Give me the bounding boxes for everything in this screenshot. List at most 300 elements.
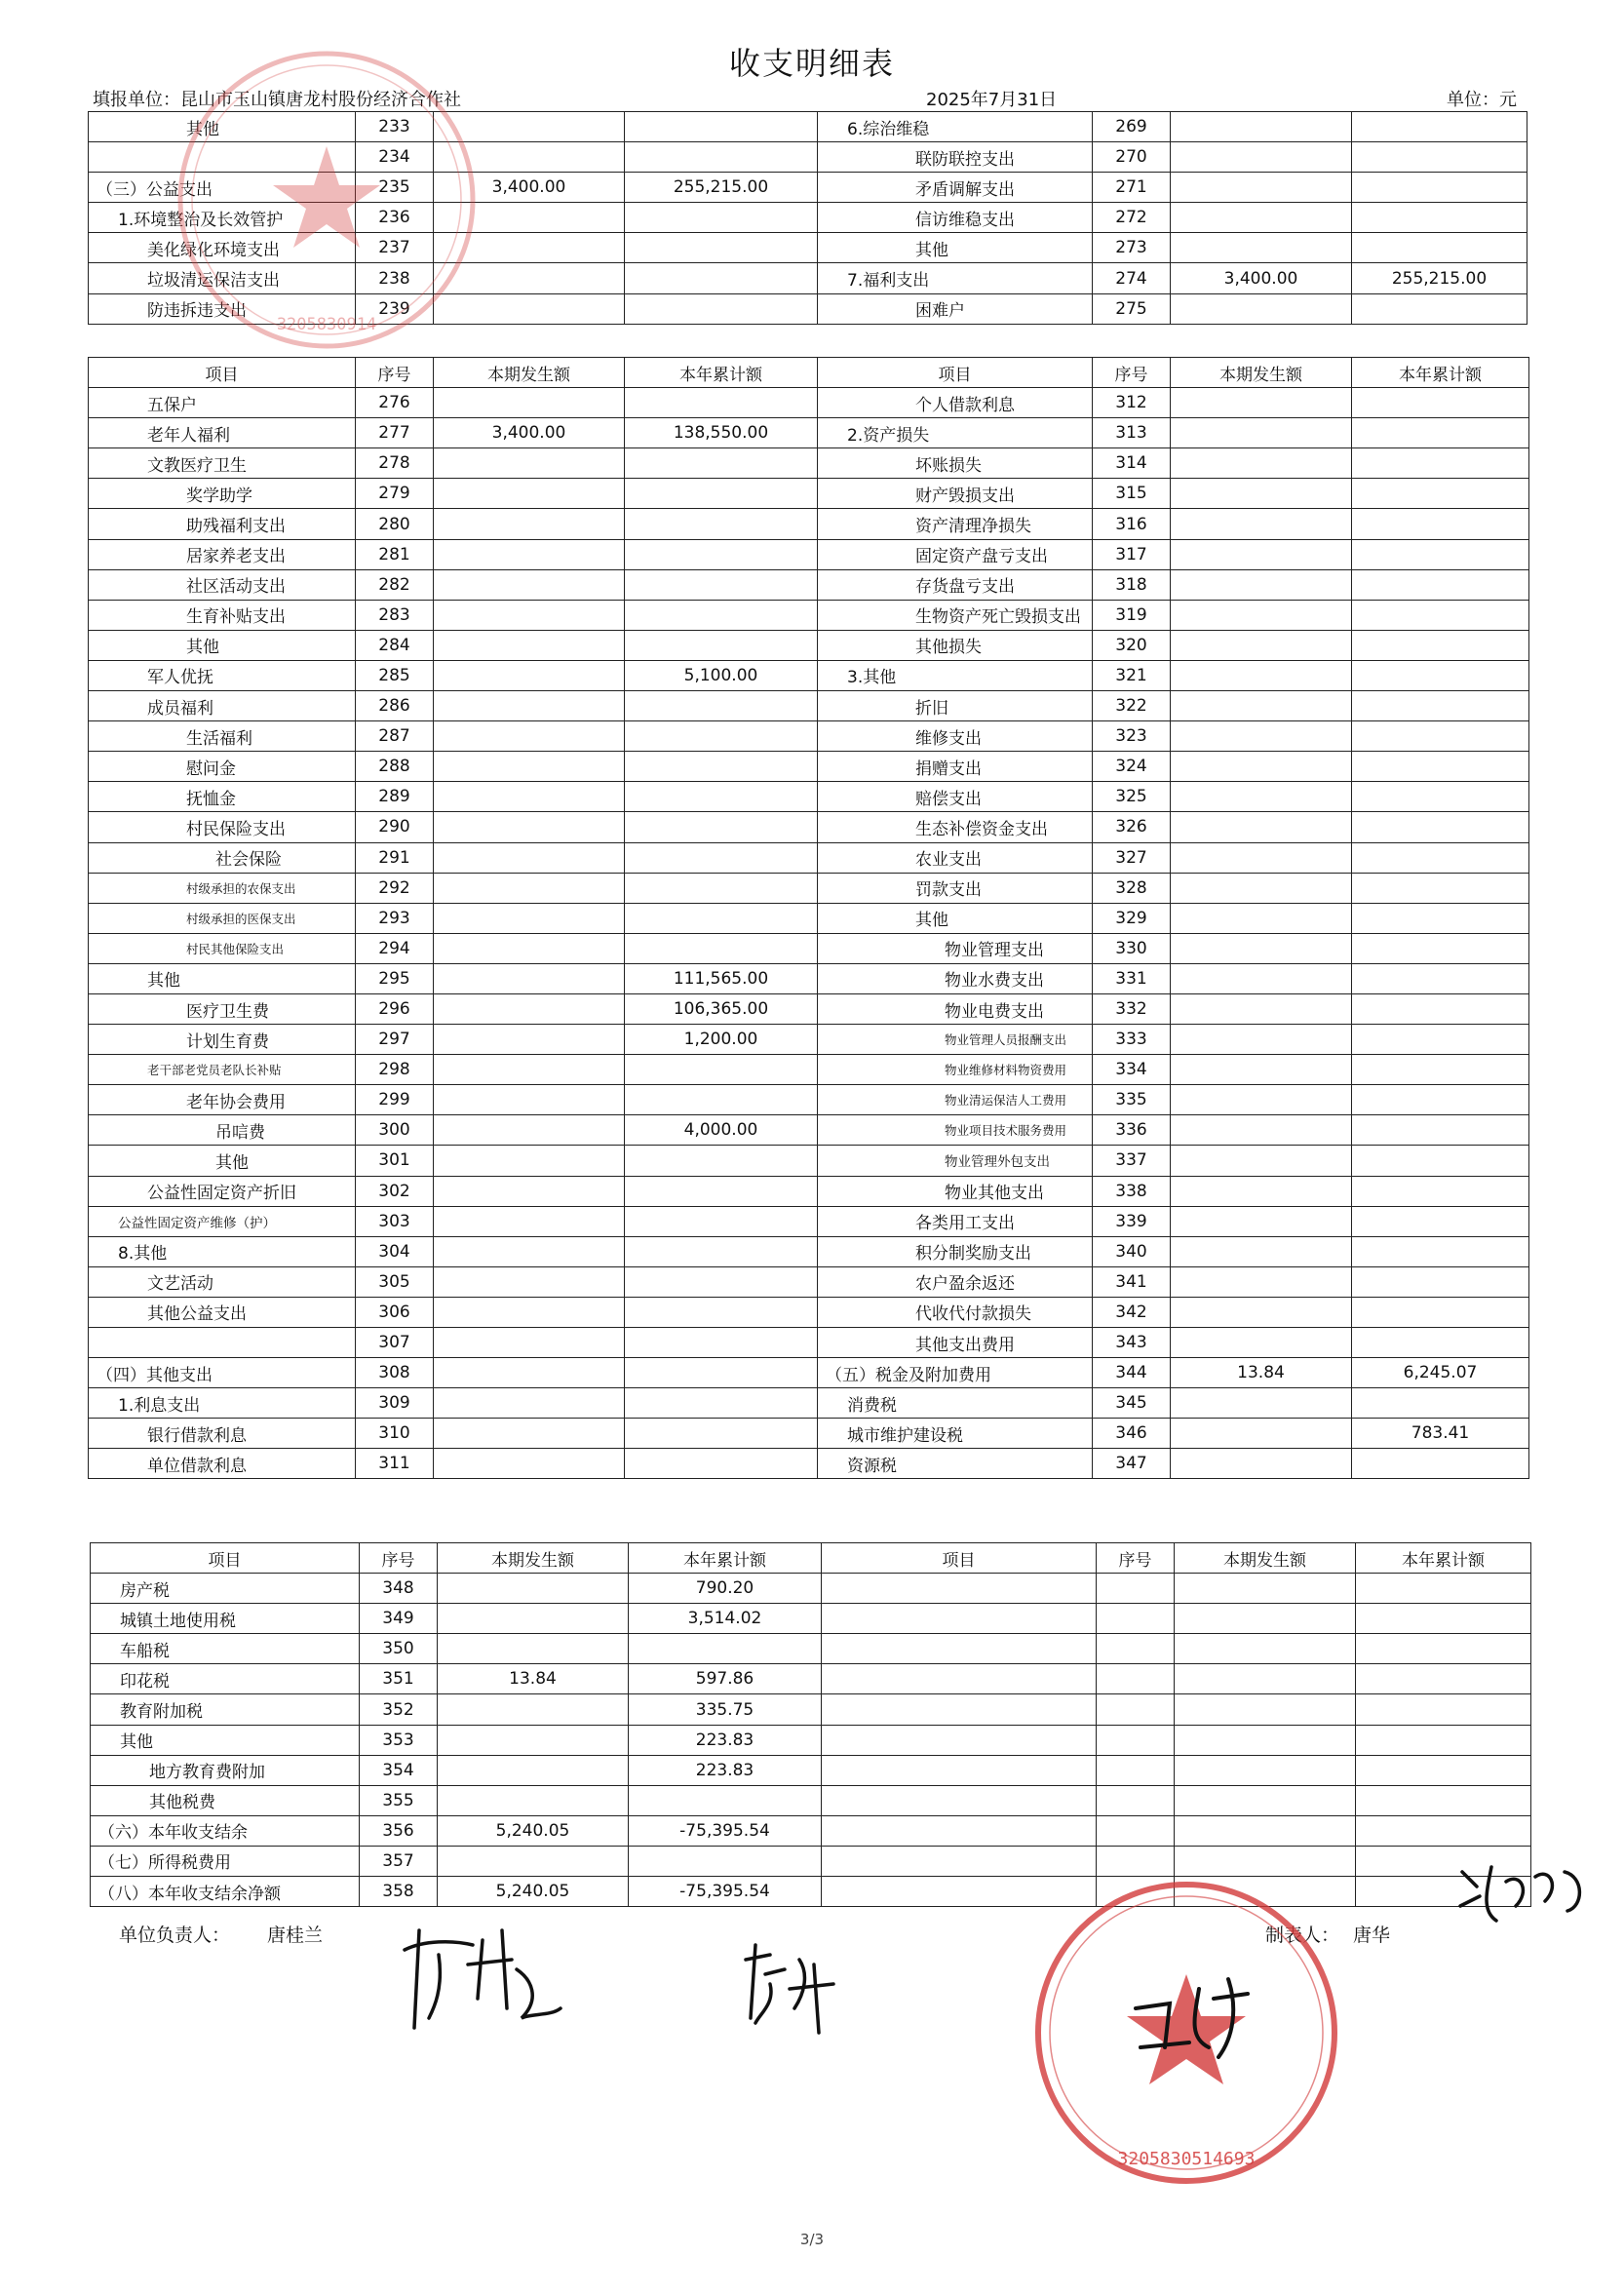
item-number: 353	[360, 1725, 438, 1755]
ytd-amount	[625, 1176, 818, 1206]
current-amount	[1171, 293, 1352, 324]
table-row	[89, 691, 1529, 721]
item-number: 331	[1093, 963, 1171, 993]
empty-cell	[822, 1634, 1097, 1664]
ytd-amount	[625, 873, 818, 903]
item-number: 337	[1093, 1146, 1171, 1176]
item-number: 326	[1093, 812, 1171, 842]
item-number: 335	[1093, 1085, 1171, 1115]
item-number: 332	[1093, 993, 1171, 1024]
item-number: 355	[360, 1785, 438, 1815]
table-row	[89, 660, 1529, 690]
current-amount	[1171, 903, 1352, 933]
table-row	[89, 112, 1527, 142]
empty-cell	[1356, 1785, 1531, 1815]
ytd-amount	[625, 630, 818, 660]
item-number: 298	[356, 1055, 434, 1085]
table-row	[89, 1146, 1529, 1176]
item-number: 320	[1093, 630, 1171, 660]
ytd-amount: 223.83	[629, 1755, 822, 1785]
column-header: 项目	[91, 1543, 360, 1574]
ytd-amount	[625, 1206, 818, 1236]
empty-cell	[1356, 1604, 1531, 1634]
empty-cell	[1175, 1574, 1356, 1604]
item-number: 299	[356, 1085, 434, 1115]
ytd-amount	[1352, 233, 1527, 263]
item-name: 公益性固定资产维修（护）	[89, 1206, 356, 1236]
item-number: 289	[356, 782, 434, 812]
item-name: 慰问金	[89, 752, 356, 782]
item-number: 285	[356, 660, 434, 690]
ytd-amount	[1352, 903, 1529, 933]
empty-cell	[1356, 1574, 1531, 1604]
ytd-amount	[625, 782, 818, 812]
column-header: 序号	[1097, 1543, 1175, 1574]
current-amount	[1171, 600, 1352, 630]
item-number: 341	[1093, 1266, 1171, 1297]
ytd-amount	[1352, 293, 1527, 324]
current-amount	[434, 293, 625, 324]
empty-cell	[822, 1725, 1097, 1755]
ytd-amount	[625, 479, 818, 509]
item-number: 309	[356, 1388, 434, 1419]
table-row	[89, 1449, 1529, 1479]
item-name: 村级承担的农保支出	[89, 873, 356, 903]
empty-cell	[1097, 1877, 1175, 1907]
ytd-amount	[1352, 418, 1529, 448]
item-name: 地方教育费附加	[91, 1755, 360, 1785]
item-number: 342	[1093, 1297, 1171, 1327]
current-amount	[1171, 1449, 1352, 1479]
item-name: 存货盘亏支出	[818, 569, 1093, 600]
table-row	[89, 1266, 1529, 1297]
item-name: 文教医疗卫生	[89, 448, 356, 479]
item-number: 274	[1093, 263, 1171, 293]
item-number: 330	[1093, 933, 1171, 963]
current-amount	[1171, 1388, 1352, 1419]
item-name: 老年人福利	[89, 418, 356, 448]
empty-cell	[1356, 1725, 1531, 1755]
item-number: 291	[356, 842, 434, 873]
table-row	[89, 873, 1529, 903]
current-amount	[1171, 418, 1352, 448]
item-name: 医疗卫生费	[89, 993, 356, 1024]
item-name: 成员福利	[89, 691, 356, 721]
item-name: （八）本年收支结余净额	[91, 1877, 360, 1907]
reporting-unit: 填报单位：昆山市玉山镇唐龙村股份经济合作社	[93, 90, 461, 110]
ytd-amount: 111,565.00	[625, 963, 818, 993]
table-row	[89, 1025, 1529, 1055]
ytd-amount	[625, 509, 818, 539]
item-name: 助残福利支出	[89, 509, 356, 539]
empty-cell	[822, 1604, 1097, 1634]
column-header: 项目	[89, 358, 356, 388]
empty-cell	[822, 1846, 1097, 1876]
ytd-amount	[1352, 660, 1529, 690]
item-name: 老干部老党员老队长补贴	[89, 1055, 356, 1085]
ytd-amount	[625, 600, 818, 630]
empty-cell	[1097, 1755, 1175, 1785]
column-header: 本年累计额	[1352, 358, 1529, 388]
item-name: 生活福利	[89, 721, 356, 752]
current-amount	[434, 691, 625, 721]
item-number: 312	[1093, 388, 1171, 418]
item-number: 236	[356, 203, 434, 233]
table-row	[89, 418, 1529, 448]
empty-cell	[1097, 1664, 1175, 1694]
empty-cell	[1175, 1604, 1356, 1634]
item-number: 344	[1093, 1358, 1171, 1388]
item-number: 334	[1093, 1055, 1171, 1085]
item-number: 339	[1093, 1206, 1171, 1236]
item-number: 356	[360, 1815, 438, 1846]
table-row	[89, 903, 1529, 933]
item-name: 银行借款利息	[89, 1419, 356, 1449]
item-name: 代收代付款损失	[818, 1297, 1093, 1327]
table-row	[89, 1055, 1529, 1085]
ytd-amount	[625, 1085, 818, 1115]
table-row	[91, 1664, 1531, 1694]
item-name: 1.利息支出	[89, 1388, 356, 1419]
empty-cell	[822, 1664, 1097, 1694]
ytd-amount	[1352, 812, 1529, 842]
ytd-amount	[1352, 1206, 1529, 1236]
item-number: 350	[360, 1634, 438, 1664]
item-number: 287	[356, 721, 434, 752]
item-name: 其他	[89, 630, 356, 660]
column-header: 本年累计额	[625, 358, 818, 388]
ytd-amount	[625, 933, 818, 963]
item-name: 资源税	[818, 1449, 1093, 1479]
ytd-amount	[1352, 873, 1529, 903]
ytd-amount	[1352, 448, 1529, 479]
item-number: 288	[356, 752, 434, 782]
table-row	[89, 812, 1529, 842]
item-name: （六）本年收支结余	[91, 1815, 360, 1846]
expense-table-part1	[88, 111, 1527, 325]
item-name: 美化绿化环境支出	[89, 233, 356, 263]
item-name: 赔偿支出	[818, 782, 1093, 812]
signature-head	[385, 1911, 570, 2047]
empty-cell	[1175, 1664, 1356, 1694]
current-amount	[1171, 112, 1352, 142]
current-amount	[434, 263, 625, 293]
item-number: 310	[356, 1419, 434, 1449]
current-amount	[1171, 752, 1352, 782]
current-amount	[1171, 963, 1352, 993]
item-name: 物业电费支出	[818, 993, 1093, 1024]
current-amount	[1171, 660, 1352, 690]
ytd-amount: 106,365.00	[625, 993, 818, 1024]
item-number: 300	[356, 1115, 434, 1146]
current-amount: 3,400.00	[1171, 263, 1352, 293]
empty-cell	[1097, 1725, 1175, 1755]
ytd-amount	[1352, 630, 1529, 660]
current-amount	[434, 1388, 625, 1419]
item-name: 各类用工支出	[818, 1206, 1093, 1236]
current-amount	[434, 1449, 625, 1479]
ytd-amount	[1352, 600, 1529, 630]
current-amount	[434, 1055, 625, 1085]
ytd-amount	[1352, 1025, 1529, 1055]
item-name: （五）税金及附加费用	[818, 1358, 1093, 1388]
current-amount	[434, 1236, 625, 1266]
item-name: 折旧	[818, 691, 1093, 721]
item-number: 352	[360, 1694, 438, 1725]
signature-second	[731, 1935, 848, 2042]
table-row	[89, 630, 1529, 660]
item-number: 358	[360, 1877, 438, 1907]
current-amount	[434, 539, 625, 569]
ytd-amount	[1352, 112, 1527, 142]
current-amount	[438, 1634, 629, 1664]
ytd-amount	[1352, 203, 1527, 233]
current-amount	[1171, 1206, 1352, 1236]
item-number: 280	[356, 509, 434, 539]
item-number: 322	[1093, 691, 1171, 721]
seal-bottom-digits: 3205830514693	[1117, 2149, 1256, 2169]
ytd-amount	[625, 812, 818, 842]
item-name: 村级承担的医保支出	[89, 903, 356, 933]
ytd-amount	[625, 142, 818, 173]
ytd-amount	[625, 539, 818, 569]
table-row	[89, 1115, 1529, 1146]
current-amount	[434, 782, 625, 812]
current-amount	[434, 203, 625, 233]
ytd-amount	[1352, 1236, 1529, 1266]
current-amount	[1171, 812, 1352, 842]
item-name: 生物资产死亡毁损支出	[818, 600, 1093, 630]
table-row	[89, 782, 1529, 812]
ytd-amount	[1352, 782, 1529, 812]
ytd-amount	[1352, 721, 1529, 752]
item-name: 生育补贴支出	[89, 600, 356, 630]
ytd-amount	[1352, 963, 1529, 993]
item-name: 其他支出费用	[818, 1328, 1093, 1358]
table-row	[89, 509, 1529, 539]
item-name: 房产税	[91, 1574, 360, 1604]
column-header: 本期发生额	[438, 1543, 629, 1574]
item-number: 286	[356, 691, 434, 721]
table-row	[89, 293, 1527, 324]
current-amount	[434, 721, 625, 752]
table-row	[89, 569, 1529, 600]
current-amount: 3,400.00	[434, 418, 625, 448]
seal-top-digits: 3205830914	[276, 315, 377, 334]
item-number: 292	[356, 873, 434, 903]
current-amount	[1171, 873, 1352, 903]
item-name: 罚款支出	[818, 873, 1093, 903]
item-number: 329	[1093, 903, 1171, 933]
table-row	[91, 1604, 1531, 1634]
item-number: 340	[1093, 1236, 1171, 1266]
table-row	[89, 1176, 1529, 1206]
item-name: 车船税	[91, 1634, 360, 1664]
item-number: 343	[1093, 1328, 1171, 1358]
current-amount	[438, 1785, 629, 1815]
current-amount	[434, 1206, 625, 1236]
ytd-amount: 790.20	[629, 1574, 822, 1604]
expense-table-part3	[90, 1542, 1531, 1907]
table-row	[89, 1358, 1529, 1388]
current-amount	[1171, 1025, 1352, 1055]
current-amount	[1171, 630, 1352, 660]
item-number: 303	[356, 1206, 434, 1236]
current-amount	[438, 1694, 629, 1725]
empty-cell	[1356, 1815, 1531, 1846]
current-amount	[434, 1146, 625, 1176]
item-name: 消费税	[818, 1388, 1093, 1419]
current-amount	[434, 569, 625, 600]
ytd-amount: 255,215.00	[1352, 263, 1527, 293]
item-name: 其他公益支出	[89, 1297, 356, 1327]
item-name: 坏账损失	[818, 448, 1093, 479]
current-amount	[434, 142, 625, 173]
table-row	[89, 173, 1527, 203]
current-amount	[1171, 1115, 1352, 1146]
item-name: 社会保险	[89, 842, 356, 873]
column-header: 本期发生额	[1175, 1543, 1356, 1574]
item-number: 307	[356, 1328, 434, 1358]
expense-table-part2	[88, 357, 1529, 1479]
item-number: 333	[1093, 1025, 1171, 1055]
item-name: 7.福利支出	[818, 263, 1093, 293]
table-row	[91, 1785, 1531, 1815]
item-name: 物业管理人员报酬支出	[818, 1025, 1093, 1055]
empty-cell	[822, 1877, 1097, 1907]
ytd-amount: 255,215.00	[625, 173, 818, 203]
document-title: 收支明细表	[728, 45, 895, 82]
table-row	[89, 842, 1529, 873]
item-number: 279	[356, 479, 434, 509]
item-name: 老年协会费用	[89, 1085, 356, 1115]
table-row	[89, 233, 1527, 263]
column-header: 项目	[822, 1543, 1097, 1574]
current-amount	[1171, 388, 1352, 418]
item-number: 348	[360, 1574, 438, 1604]
ytd-amount	[1352, 1146, 1529, 1176]
current-amount: 13.84	[1171, 1358, 1352, 1388]
current-amount	[1171, 691, 1352, 721]
item-number: 354	[360, 1755, 438, 1785]
table-row	[89, 752, 1529, 782]
current-amount	[434, 233, 625, 263]
table-row	[89, 1328, 1529, 1358]
current-amount	[1171, 1266, 1352, 1297]
item-name: 物业水费支出	[818, 963, 1093, 993]
empty-cell	[1097, 1604, 1175, 1634]
item-number: 294	[356, 933, 434, 963]
item-name: 其他税费	[91, 1785, 360, 1815]
item-number: 277	[356, 418, 434, 448]
ytd-amount	[625, 842, 818, 873]
item-name: （三）公益支出	[89, 173, 356, 203]
item-name: 物业管理支出	[818, 933, 1093, 963]
table-row	[89, 1388, 1529, 1419]
item-name: 农业支出	[818, 842, 1093, 873]
current-amount	[434, 1115, 625, 1146]
table-row	[91, 1755, 1531, 1785]
item-name: 其他	[89, 1146, 356, 1176]
table-header-row	[89, 358, 1529, 388]
item-number: 315	[1093, 479, 1171, 509]
item-number: 271	[1093, 173, 1171, 203]
item-name: 维修支出	[818, 721, 1093, 752]
item-name: 村民保险支出	[89, 812, 356, 842]
item-name: 物业清运保洁人工费用	[818, 1085, 1093, 1115]
item-number: 290	[356, 812, 434, 842]
signature-supervisor	[1121, 1969, 1267, 2067]
item-name: 8.其他	[89, 1236, 356, 1266]
item-number: 317	[1093, 539, 1171, 569]
item-name: 其他	[818, 903, 1093, 933]
item-number: 306	[356, 1297, 434, 1327]
ytd-amount	[625, 1419, 818, 1449]
item-name: 信访维稳支出	[818, 203, 1093, 233]
empty-cell	[1356, 1694, 1531, 1725]
current-amount	[434, 1297, 625, 1327]
item-name: 2.资产损失	[818, 418, 1093, 448]
item-name: 防违拆违支出	[89, 293, 356, 324]
current-amount	[438, 1846, 629, 1876]
ytd-amount	[1352, 388, 1529, 418]
current-amount	[1171, 173, 1352, 203]
item-number: 281	[356, 539, 434, 569]
table-row	[91, 1877, 1531, 1907]
item-name: 五保户	[89, 388, 356, 418]
item-name: 其他	[89, 112, 356, 142]
ytd-amount	[625, 1055, 818, 1085]
table-row	[89, 539, 1529, 569]
empty-cell	[1175, 1846, 1356, 1876]
empty-cell	[1097, 1634, 1175, 1664]
current-amount	[434, 1419, 625, 1449]
ytd-amount	[1352, 173, 1527, 203]
ytd-amount: 597.86	[629, 1664, 822, 1694]
current-amount	[434, 752, 625, 782]
current-amount	[438, 1574, 629, 1604]
ytd-amount: 138,550.00	[625, 418, 818, 448]
column-header: 序号	[356, 358, 434, 388]
item-name: 城市维护建设税	[818, 1419, 1093, 1449]
item-number: 324	[1093, 752, 1171, 782]
empty-cell	[1356, 1755, 1531, 1785]
empty-cell	[822, 1755, 1097, 1785]
item-number: 272	[1093, 203, 1171, 233]
current-amount	[438, 1725, 629, 1755]
item-name: 1.环境整治及长效管护	[89, 203, 356, 233]
item-number: 319	[1093, 600, 1171, 630]
column-header: 本期发生额	[1171, 358, 1352, 388]
column-header: 项目	[818, 358, 1093, 388]
item-name: 物业项目技术服务费用	[818, 1115, 1093, 1146]
item-name: 资产清理净损失	[818, 509, 1093, 539]
item-name: 其他	[91, 1725, 360, 1755]
column-header: 本期发生额	[434, 358, 625, 388]
item-name: （四）其他支出	[89, 1358, 356, 1388]
current-amount	[1171, 1328, 1352, 1358]
ytd-amount	[625, 1297, 818, 1327]
item-number: 296	[356, 993, 434, 1024]
item-number: 316	[1093, 509, 1171, 539]
ytd-amount	[625, 293, 818, 324]
item-name: （七）所得税费用	[91, 1846, 360, 1876]
ytd-amount: 3,514.02	[629, 1604, 822, 1634]
ytd-amount	[1352, 933, 1529, 963]
ytd-amount	[1352, 691, 1529, 721]
table-row	[89, 721, 1529, 752]
item-number: 233	[356, 112, 434, 142]
